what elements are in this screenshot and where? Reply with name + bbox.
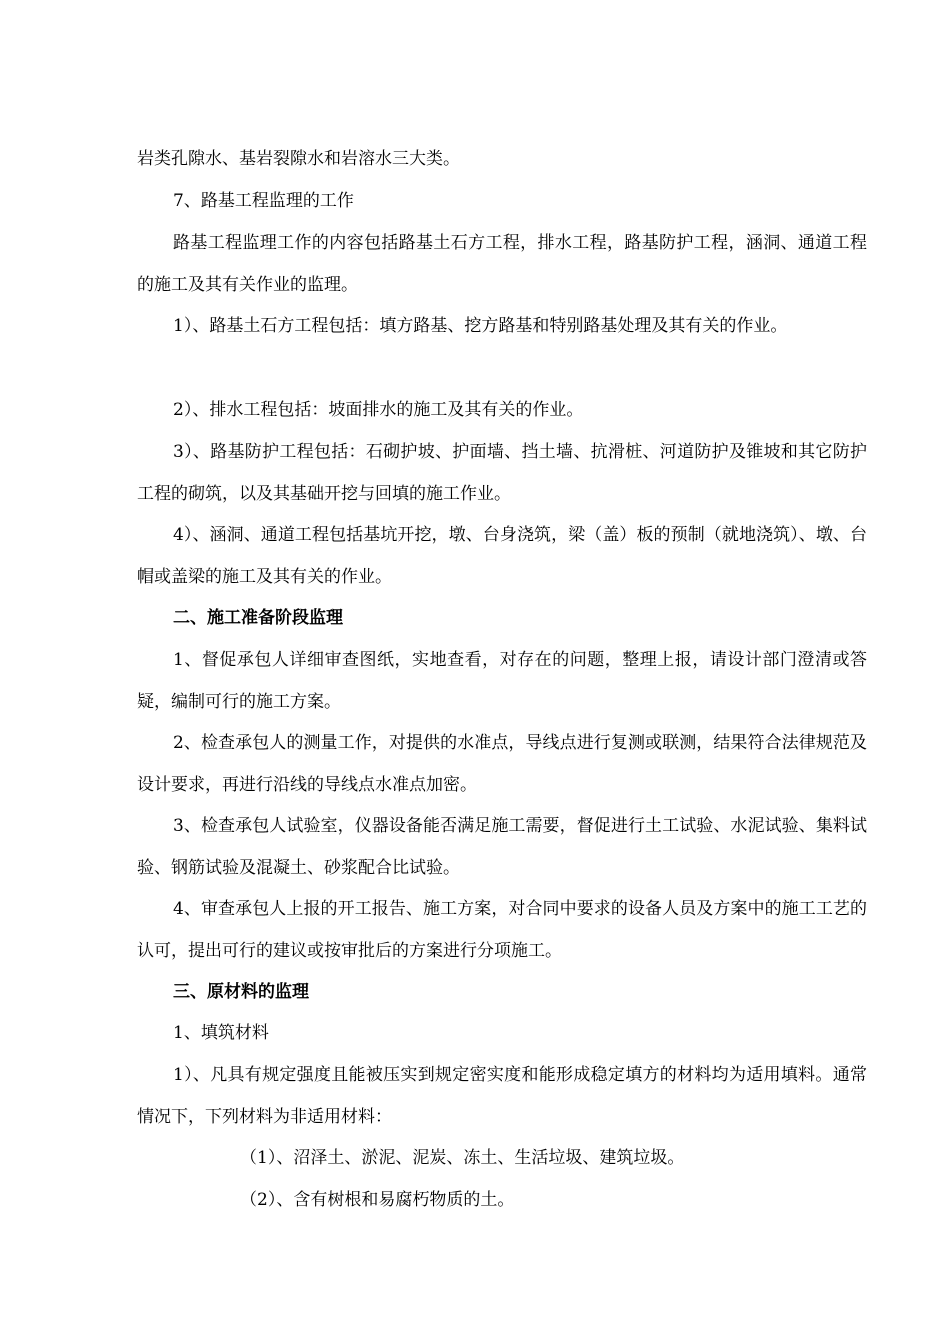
paragraph-15: 1）、凡具有规定强度且能被压实到规定密实度和能形成稳定填方的材料均为适用填料。通常情况下，下列材料为非适用材料： [137, 1065, 867, 1127]
paragraph-9: 1、督促承包人详细审查图纸，实地查看，对存在的问题，整理上报，请设计部门澄清或答疑，编制可行的施工方案。 [137, 650, 867, 712]
subsection-heading-1: 1、填筑材料 [173, 1023, 269, 1043]
paragraph-11: 3、检查承包人试验室，仪器设备能否满足施工需要，督促进行土工试验、水泥试验、集料试验、钢筋试验及混凝土、砂浆配合比试验。 [137, 816, 867, 878]
section-heading-7: 7、路基工程监理的工作 [173, 191, 354, 211]
paragraph-5: 2）、排水工程包括：坡面排水的施工及其有关的作业。 [173, 400, 584, 420]
paragraph-6: 3）、路基防护工程包括：石砌护坡、护面墙、挡土墙、抗滑桩、河道防护及锥坡和其它防护工程的砌筑，以及其基础开挖与回填的施工作业。 [137, 442, 867, 504]
paragraph-1: 岩类孔隙水、基岩裂隙水和岩溶水三大类。 [137, 149, 460, 169]
list-item-1: （1）、沼泽土、淤泥、泥炭、冻土、生活垃圾、建筑垃圾。 [240, 1148, 685, 1168]
paragraph-7: 4）、涵洞、通道工程包括基坑开挖，墩、台身浇筑，梁（盖）板的预制（就地浇筑）、墩、台帽或盖梁的施工及其有关的作业。 [137, 525, 867, 587]
list-item-2: （2）、含有树根和易腐朽物质的土。 [240, 1190, 515, 1210]
paragraph-10: 2、检查承包人的测量工作，对提供的水准点，导线点进行复测或联测，结果符合法律规范及设计要求，再进行沿线的导线点水准点加密。 [137, 733, 867, 795]
paragraph-4: 1）、路基土石方工程包括：填方路基、挖方路基和特别路基处理及其有关的作业。 [173, 316, 788, 336]
paragraph-3: 路基工程监理工作的内容包括路基土石方工程，排水工程，路基防护工程，涵洞、通道工程的施工及其有关作业的监理。 [137, 233, 867, 295]
paragraph-12: 4、审查承包人上报的开工报告、施工方案，对合同中要求的设备人员及方案中的施工工艺的认可，提出可行的建议或按审批后的方案进行分项施工。 [137, 899, 867, 961]
section-heading-2: 二、施工准备阶段监理 [173, 608, 343, 628]
section-heading-3: 三、原材料的监理 [173, 982, 309, 1002]
